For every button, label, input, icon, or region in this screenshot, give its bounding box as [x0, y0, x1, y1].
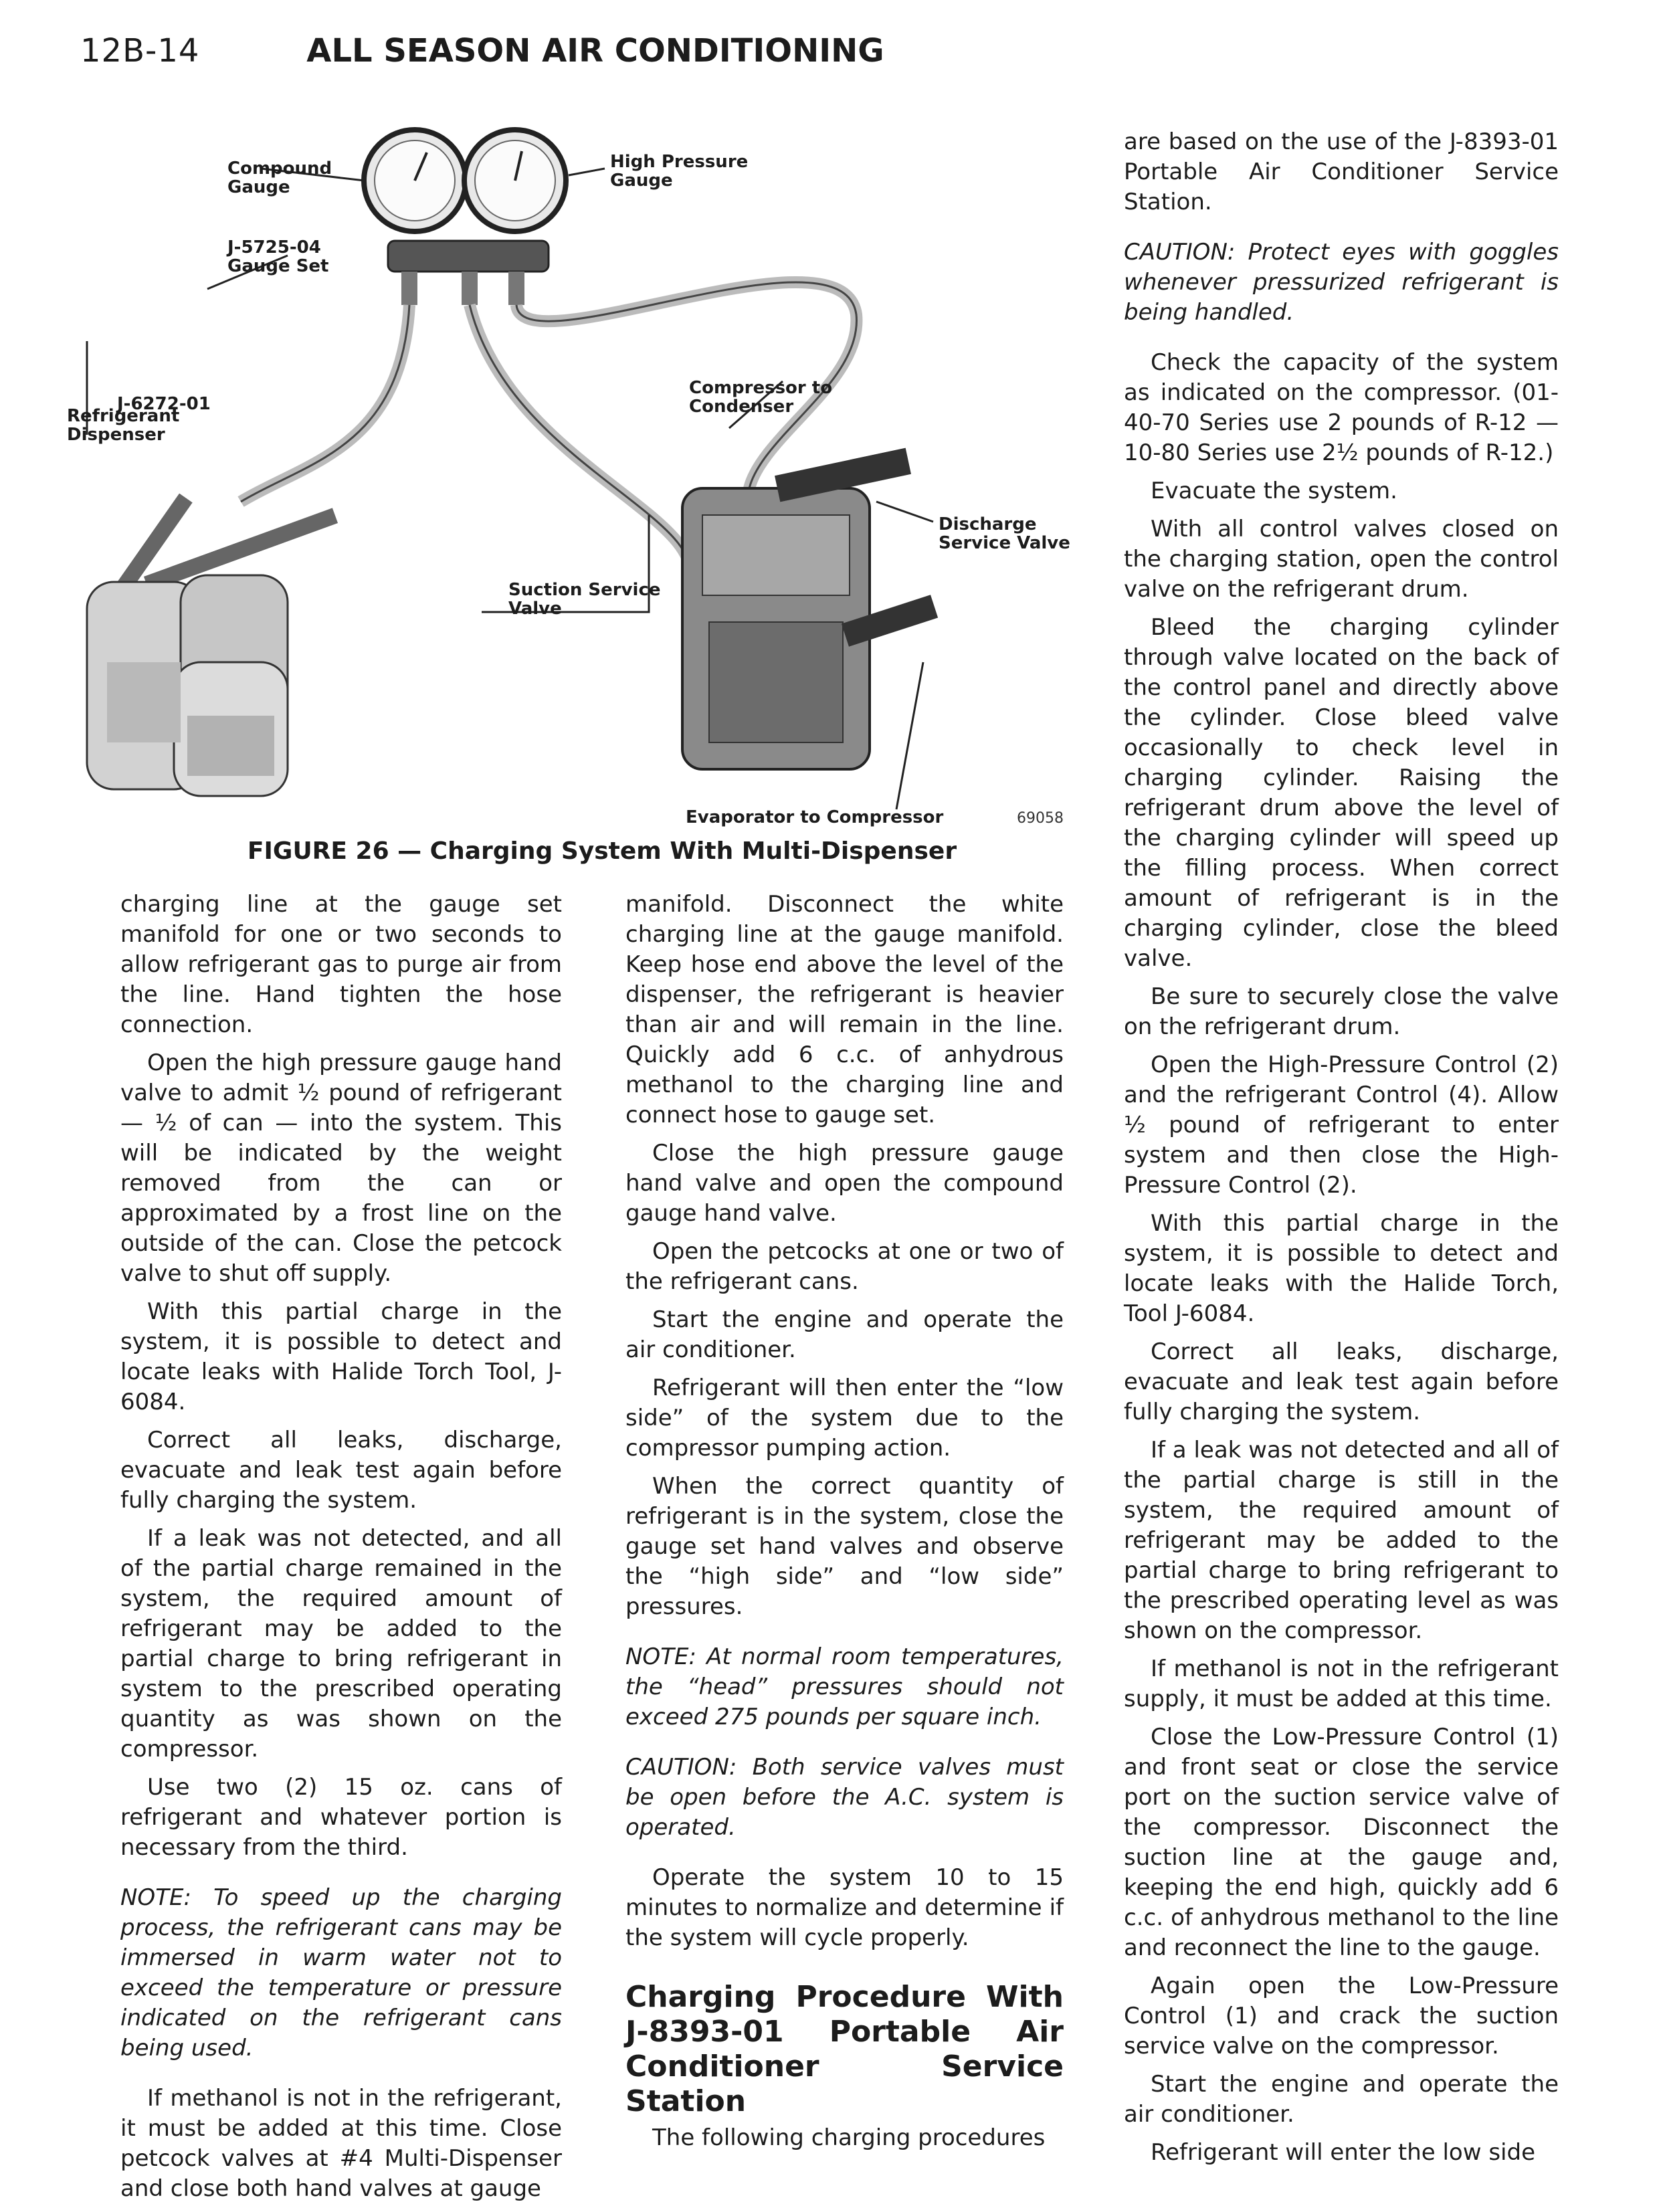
- compound-gauge-icon: [364, 130, 466, 231]
- paragraph: If a leak was not detected, and all of the partial charge remained in the system, the required amount of refrigerant may be added to the partial charge to bring refrigerant in system to the prescribed operating quantity as was shown on the compressor.: [120, 1525, 562, 1763]
- paragraph: Bleed the charging cylinder through valve located on the back of the control panel and directly above the cylinder. Close bleed valve occasionally to check level in charging cylinder. Raising the refrigerant drum above the level of the charging cylinder will speed up the filling process. When correct amount of refrigerant is in the charging cylinder, close the bleed valve.: [1124, 614, 1559, 972]
- label-gauge-set-1: J-5725-04: [227, 237, 321, 258]
- paragraph: Close the high pressure gauge hand valve and open the compound gauge hand valve.: [625, 1140, 1064, 1227]
- paragraph: Open the High-Pressure Control (2) and the refrigerant Control (4). Allow ½ pound of refrigerant to enter system and then close the High-Pressure Control (2).: [1124, 1051, 1559, 1199]
- label-compressor-condenser-1: Compressor to: [689, 378, 833, 398]
- svg-text:RefrigerantDispenser: [67, 406, 179, 445]
- label-compound-gauge-1: Compound: [227, 159, 332, 179]
- label-high-pressure-2: Gauge: [610, 171, 673, 191]
- paragraph: With this partial charge in the system, it is possible to detect and locate leaks with the Halide Torch, Tool J-6084.: [1124, 1210, 1559, 1327]
- paragraph: Open the high pressure gauge hand valve to admit ½ pound of refrigerant — ½ of can — into the system. This will be indicated by the weight removed from the can or approximated by a frost line on the outside of the can. Close the petcock valve to shut off supply.: [120, 1049, 562, 1287]
- paragraph: The following charging procedures: [652, 2124, 1046, 2151]
- label-high-pressure-1: High Pressure: [610, 152, 749, 172]
- text-column-left: [120, 890, 562, 2212]
- paragraph: With all control valves closed on the charging station, open the control valve on the refrigerant drum.: [1124, 516, 1559, 603]
- paragraph: Correct all leaks, discharge, evacuate and leak test again before fully charging the system.: [120, 1427, 562, 1514]
- caution-paragraph: CAUTION: Both service valves must be open before the A.C. system is operated.: [625, 1754, 1064, 1841]
- paragraph: Start the engine and operate the air conditioner.: [1124, 2071, 1559, 2128]
- label-discharge-1: Discharge: [939, 514, 1037, 534]
- paragraph: Correct all leaks, discharge, evacuate and leak test again before fully charging the system.: [1124, 1338, 1559, 1425]
- paragraph: Operate the system 10 to 15 minutes to normalize and determine if the system will cycle properly.: [625, 1864, 1064, 1951]
- paragraph: Refrigerant will then enter the “low side” of the system due to the compressor pumping action.: [625, 1375, 1064, 1462]
- caution-paragraph: CAUTION: Protect eyes with goggles whenever pressurized refrigerant is being handled.: [1124, 239, 1559, 326]
- label-suction-2: Valve: [508, 599, 562, 619]
- label-evaporator: Evaporator to Compressor: [686, 807, 944, 827]
- paragraph: With this partial charge in the system, it is possible to detect and locate leaks with Halide Torch Tool, J-6084.: [120, 1298, 562, 1415]
- label-gauge-set-2: Gauge Set: [227, 256, 329, 276]
- paragraph: Start the engine and operate the air conditioner.: [625, 1306, 1064, 1363]
- paragraph: charging line at the gauge set manifold for one or two seconds to allow refrigerant gas to purge air from the line. Hand tighten the hose connection.: [120, 891, 562, 1038]
- text-column-right: [1124, 127, 1559, 2176]
- note-paragraph: NOTE: To speed up the charging process, the refrigerant cans may be immersed in warm water not to exceed the temperature or pressure indicated on the refrigerant cans being used.: [120, 1884, 562, 2062]
- page-number: 12B-14: [80, 32, 200, 70]
- high-pressure-gauge-icon: [464, 130, 566, 231]
- paragraph: Check the capacity of the system as indicated on the compressor. (01-40-70 Series use 2 pounds of R-12 — 10-80 Series use 2½ pounds of R-12.): [1124, 349, 1559, 466]
- section-heading: Charging Procedure With J-8393-01 Portable Air Conditioner Service Station: [625, 1980, 1064, 2118]
- label-compound-gauge-2: Gauge: [227, 177, 290, 197]
- label-dispenser-3: Dispenser: [67, 425, 165, 445]
- paragraph: Open the petcocks at one or two of the refrigerant cans.: [625, 1238, 1064, 1295]
- manifold-icon: [388, 241, 549, 272]
- paragraph: Be sure to securely close the valve on the refrigerant drum.: [1124, 983, 1559, 1040]
- label-compressor-condenser-2: Condenser: [689, 397, 794, 417]
- label-dispenser-1: J-6272-01: [117, 394, 211, 414]
- paragraph: Use two (2) 15 oz. cans of refrigerant and whatever portion is necessary from the third.: [120, 1774, 562, 1861]
- paragraph: If methanol is not in the refrigerant supply, it must be added at this time.: [1124, 1655, 1559, 1712]
- figure-id: 69058: [1017, 810, 1064, 827]
- paragraph: Evacuate the system.: [1151, 478, 1397, 504]
- paragraph: If a leak was not detected and all of the partial charge is still in the system, the required amount of refrigerant may be added to the partial charge to bring refrigerant to the prescribed operating level as was shown on the compressor.: [1124, 1437, 1559, 1644]
- paragraph: Close the Low-Pressure Control (1) and front seat or close the service port on the suction service valve of the compressor. Disconnect the suction line at the gauge and, keeping the end high, quickly add 6 c.c. of anhydrous methanol to the line and reconnect the line to the gauge.: [1124, 1724, 1559, 1961]
- paragraph: Again open the Low-Pressure Control (1) and crack the suction service valve on the compressor.: [1124, 1973, 1559, 2059]
- label-discharge-2: Service Valve: [939, 533, 1070, 553]
- paragraph: If methanol is not in the refrigerant, it must be added at this time. Close petcock valves at #4 Multi-Dispenser and close both hand valves at gauge: [120, 2085, 562, 2202]
- paragraph: are based on the use of the J-8393-01 Portable Air Conditioner Service Station.: [1124, 128, 1559, 215]
- paragraph: When the correct quantity of refrigerant is in the system, close the gauge set hand valves and observe the “high side” and “low side” pressures.: [625, 1473, 1064, 1620]
- label-dispenser-2: Refrigerant: [67, 406, 180, 426]
- text-column-middle: [625, 890, 1064, 2161]
- svg-text:J-5725-04Gauge Set: [226, 237, 328, 276]
- charging-system-illustration: [67, 114, 1090, 836]
- paragraph: manifold. Disconnect the white charging line at the gauge manifold. Keep hose end above the level of the dispenser, the refrigerant is heavier than air and will remain in the line. Quickly add 6 c.c. of anhydrous methanol to the charging line and connect hose to gauge set.: [625, 891, 1064, 1128]
- label-suction-1: Suction Service: [508, 580, 661, 600]
- figure-caption: FIGURE 26 — Charging System With Multi-Dispenser: [247, 837, 957, 865]
- note-paragraph: NOTE: At normal room temperatures, the “head” pressures should not exceed 275 pounds per square inch.: [625, 1643, 1064, 1730]
- paragraph: Refrigerant will enter the low side: [1151, 2139, 1535, 2166]
- figure-charging-system: [67, 114, 1090, 836]
- page-title: ALL SEASON AIR CONDITIONING: [306, 32, 884, 70]
